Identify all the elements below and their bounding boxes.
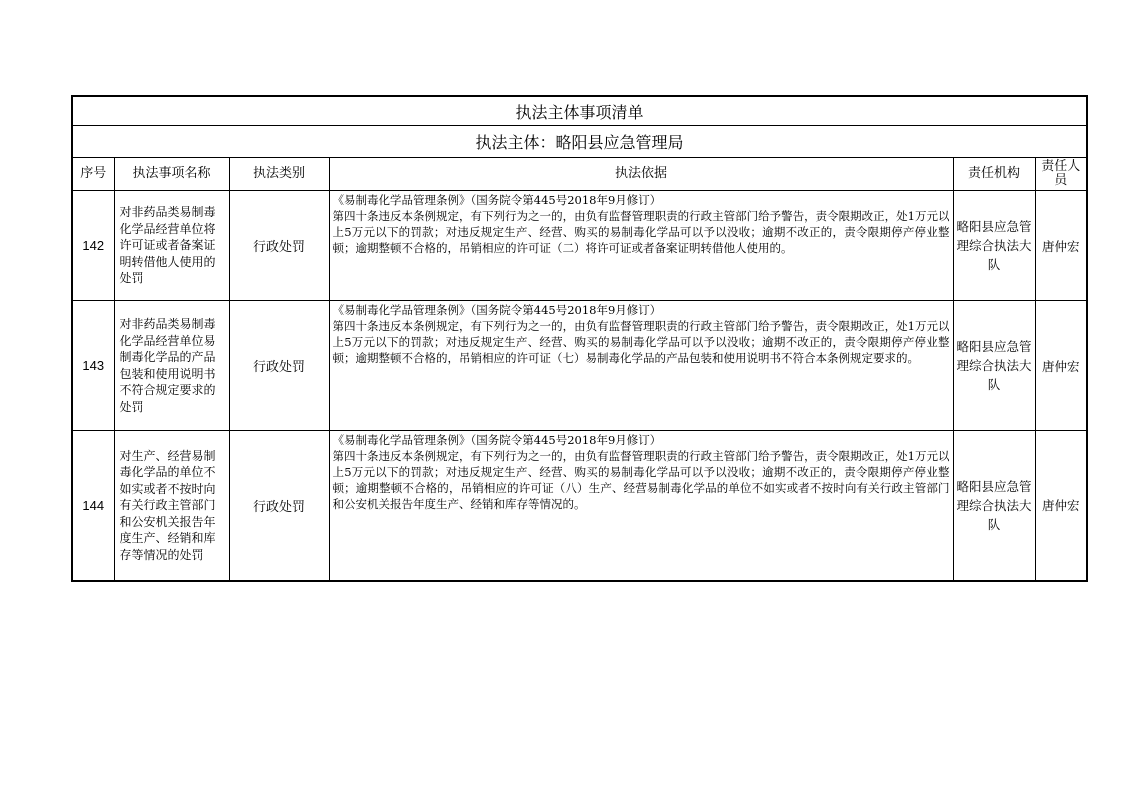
- header-item-name: 执法事项名称: [114, 158, 229, 191]
- enforcement-items-sheet: [71, 95, 1086, 582]
- table-title: 执法主体事项清单: [72, 96, 1087, 126]
- row-legal-basis: [329, 191, 953, 301]
- table-row: [72, 301, 1087, 431]
- row-category: 行政处罚: [229, 191, 329, 301]
- row-no: 143: [72, 301, 114, 431]
- row-responsible-org: 略阳县应急管理综合执法大队: [953, 301, 1035, 431]
- basis-body: 第四十条违反本条例规定，有下列行为之一的，由负有监督管理职责的行政主管部门给予警告，责令限期改正，处1万元以上5万元以下的罚款；对违反规定生产、经营、购买的易制毒化学品可以予以没收；逾期不改正的，责令限期停产停业整顿；逾期整顿不合格的，吊销相应的许可证（七）易制毒化学品的产品包装和使用说明书不符合本条例规定要求的。: [332, 319, 950, 365]
- enforcement-items-table: [71, 95, 1088, 582]
- row-item-name: 对非药品类易制毒化学品经营单位将许可证或者备案证明转借他人使用的处罚: [114, 191, 229, 301]
- row-category: 行政处罚: [229, 431, 329, 581]
- row-no: 144: [72, 431, 114, 581]
- row-category: 行政处罚: [229, 301, 329, 431]
- header-category: 执法类别: [229, 158, 329, 191]
- header-no: 序号: [72, 158, 114, 191]
- header-legal-basis: 执法依据: [329, 158, 953, 191]
- basis-title: 《易制毒化学品管理条例》（国务院令第445号2018年9月修订）: [332, 303, 662, 317]
- row-legal-basis: [329, 301, 953, 431]
- row-item-name: 对生产、经营易制毒化学品的单位不如实或者不按时向有关行政主管部门和公安机关报告年度生产、经销和库存等情况的处罚: [114, 431, 229, 581]
- row-no: 142: [72, 191, 114, 301]
- basis-body: 第四十条违反本条例规定，有下列行为之一的，由负有监督管理职责的行政主管部门给予警告，责令限期改正，处1万元以上5万元以下的罚款；对违反规定生产、经营、购买的易制毒化学品可以予以没收；逾期不改正的，责令限期停产停业整顿；逾期整顿不合格的，吊销相应的许可证（八）生产、经营易制毒化学品的单位不如实或者不按时向有关行政主管部门和公安机关报告年度生产、经销和库存等情况的。: [332, 449, 950, 511]
- row-legal-basis: [329, 431, 953, 581]
- table-row: [72, 431, 1087, 581]
- header-responsible-person: 责任人员: [1035, 158, 1087, 191]
- header-responsible-org: 责任机构: [953, 158, 1035, 191]
- row-responsible-person: 唐仲宏: [1035, 301, 1087, 431]
- basis-title: 《易制毒化学品管理条例》（国务院令第445号2018年9月修订）: [332, 433, 662, 447]
- row-responsible-org: 略阳县应急管理综合执法大队: [953, 191, 1035, 301]
- row-responsible-org: 略阳县应急管理综合执法大队: [953, 431, 1035, 581]
- enforcement-subject: 执法主体：略阳县应急管理局: [72, 126, 1087, 158]
- row-responsible-person: 唐仲宏: [1035, 431, 1087, 581]
- basis-title: 《易制毒化学品管理条例》（国务院令第445号2018年9月修订）: [332, 193, 662, 207]
- table-row: [72, 191, 1087, 301]
- row-item-name: 对非药品类易制毒化学品经营单位易制毒化学品的产品包装和使用说明书不符合规定要求的处罚: [114, 301, 229, 431]
- basis-body: 第四十条违反本条例规定，有下列行为之一的，由负有监督管理职责的行政主管部门给予警告，责令限期改正，处1万元以上5万元以下的罚款；对违反规定生产、经营、购买的易制毒化学品可以予以没收；逾期不改正的，责令限期停产停业整顿；逾期整顿不合格的，吊销相应的许可证（二）将许可证或者备案证明转借他人使用的。: [332, 209, 950, 255]
- row-responsible-person: 唐仲宏: [1035, 191, 1087, 301]
